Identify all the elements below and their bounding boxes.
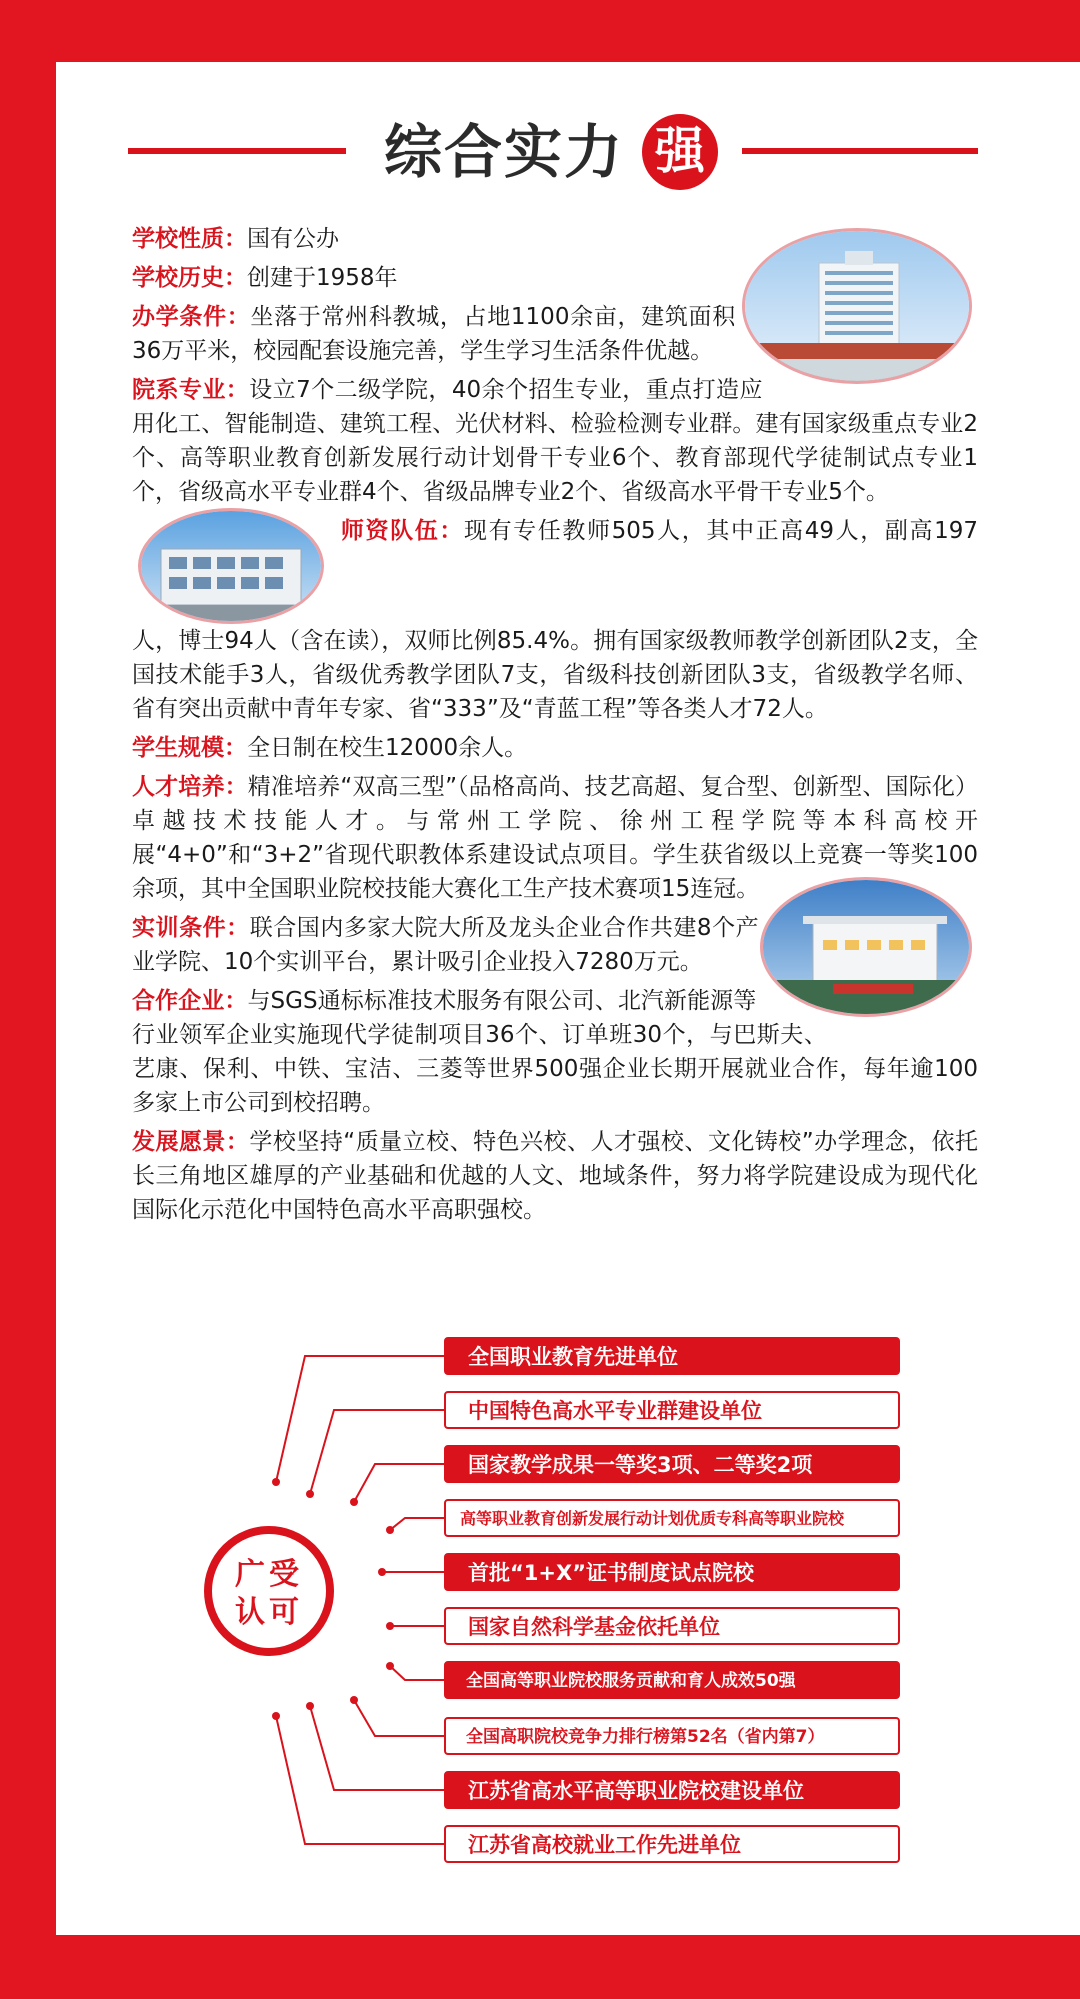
- honor-item: 全国职业教育先进单位: [444, 1337, 900, 1375]
- section-title: [384, 112, 744, 192]
- section-text: 创建于1958年: [247, 265, 398, 291]
- honor-item: 中国特色高水平专业群建设单位: [444, 1391, 900, 1429]
- campus-building-photo: [742, 228, 972, 384]
- section-text: 国有公办: [247, 226, 339, 252]
- seal-text: 广受 认可: [235, 1557, 303, 1630]
- section-text: 与SGS通标标准技术服务有限公司、北汽新能源等行业领军企业实施现代学徒制项目36个、订单班30个，与巴斯夫、艺康、保利、中铁、宝洁、三菱等世界500强企业长期开展就业合作，每年逾100多家上市公司到校招聘。: [132, 988, 978, 1116]
- honor-item: 国家教学成果一等奖3项、二等奖2项: [444, 1445, 900, 1483]
- section-text: 坐落于常州科教城，占地1100余亩，建筑面积36万平米，校园配套设施完善，学生学习生活条件优越。: [132, 304, 736, 364]
- section-label: 师资队伍 ：: [341, 518, 464, 544]
- section-label: 办学条件 ：: [132, 304, 250, 330]
- section-label: 学校历史 ：: [132, 265, 247, 291]
- honor-item: 江苏省高水平高等职业院校建设单位: [444, 1771, 900, 1809]
- honor-item: 江苏省高校就业工作先进单位: [444, 1825, 900, 1863]
- section-label: 学校性质 ：: [132, 226, 247, 252]
- section-vision: [132, 1125, 978, 1227]
- section-label: 人才培养 ：: [132, 774, 248, 800]
- section-label: 学生规模 ：: [132, 735, 247, 761]
- section-text: 全日制在校生12000余人。: [247, 735, 528, 761]
- honor-item: 全国高等职业院校服务贡献和育人成效50强: [444, 1661, 900, 1699]
- section-label: 实训条件 ：: [132, 915, 250, 941]
- section-label: 院系专业 ：: [132, 377, 249, 403]
- honor-item: 全国高职院校竞争力排行榜第52名（省内第7）: [444, 1717, 900, 1755]
- honor-item: 高等职业教育创新发展行动计划优质专科高等职业院校: [444, 1499, 900, 1537]
- title-rule-left: [128, 148, 346, 154]
- section-training: [132, 911, 978, 979]
- section-text: 设立7个二级学院，40余个招生专业，重点打造应用化工、智能制造、建筑工程、光伏材料、检验检测专业群。建有国家级重点专业2个、高等职业教育创新发展行动计划骨干专业6个、教育部现代学徒制试点专业1个，省级高水平专业群4个、省级品牌专业2个、省级高水平骨干专业5个。: [132, 377, 978, 505]
- section-faculty: [132, 514, 978, 726]
- honor-item: 国家自然科学基金依托单位: [444, 1607, 900, 1645]
- section-label: 合作企业 ：: [132, 988, 247, 1014]
- title-text: 综合实力: [384, 118, 625, 186]
- section-label: 发展愿景 ：: [132, 1129, 249, 1155]
- section-conditions: [132, 300, 978, 368]
- recognition-seal: [204, 1526, 334, 1656]
- teaching-building-photo: [138, 508, 324, 624]
- intro-content: [132, 222, 978, 1232]
- title-rule-right: [742, 148, 978, 154]
- section-text: 联合国内多家大院大所及龙头企业合作共建8个产业学院、10个实训平台，累计吸引企业投入7280万元。: [132, 915, 759, 975]
- section-text: 学校坚持“质量立校、特色兴校、人才强校、文化铸校”办学理念，依托长三角地区雄厚的产业基础和优越的人文、地域条件，努力将学院建设成为现代化国际化示范化中国特色高水平高职强校。: [132, 1129, 978, 1223]
- section-partners: [132, 984, 978, 1120]
- section-text: 现有专任教师505人，其中正高49人，副高197人，博士94人（含在读），双师比例85.4%。拥有国家级教师教学创新团队2支，全国技术能手3人，省级优秀教学团队7支，省级科技创新团队3支，省级教学名师、省有突出贡献中青年专家、省“333”及“青蓝工程”等各类人才72人。: [132, 518, 978, 722]
- title-badge: 强: [642, 114, 718, 190]
- section-departments: [132, 373, 978, 509]
- section-text: 精准培养“双高三型”（品格高尚、技艺高超、复合型、创新型、国际化）卓越技术技能人才。与常州工学院、徐州工程学院等本科高校开展“4+0”和“3+2”省现代职教体系建设试点项目。学生获省级以上竞赛一等奖100余项，其中全国职业院校技能大赛化工生产技术赛项15连冠。: [132, 774, 979, 902]
- section-students: [132, 731, 978, 765]
- honor-item: 首批“1+X”证书制度试点院校: [444, 1553, 900, 1591]
